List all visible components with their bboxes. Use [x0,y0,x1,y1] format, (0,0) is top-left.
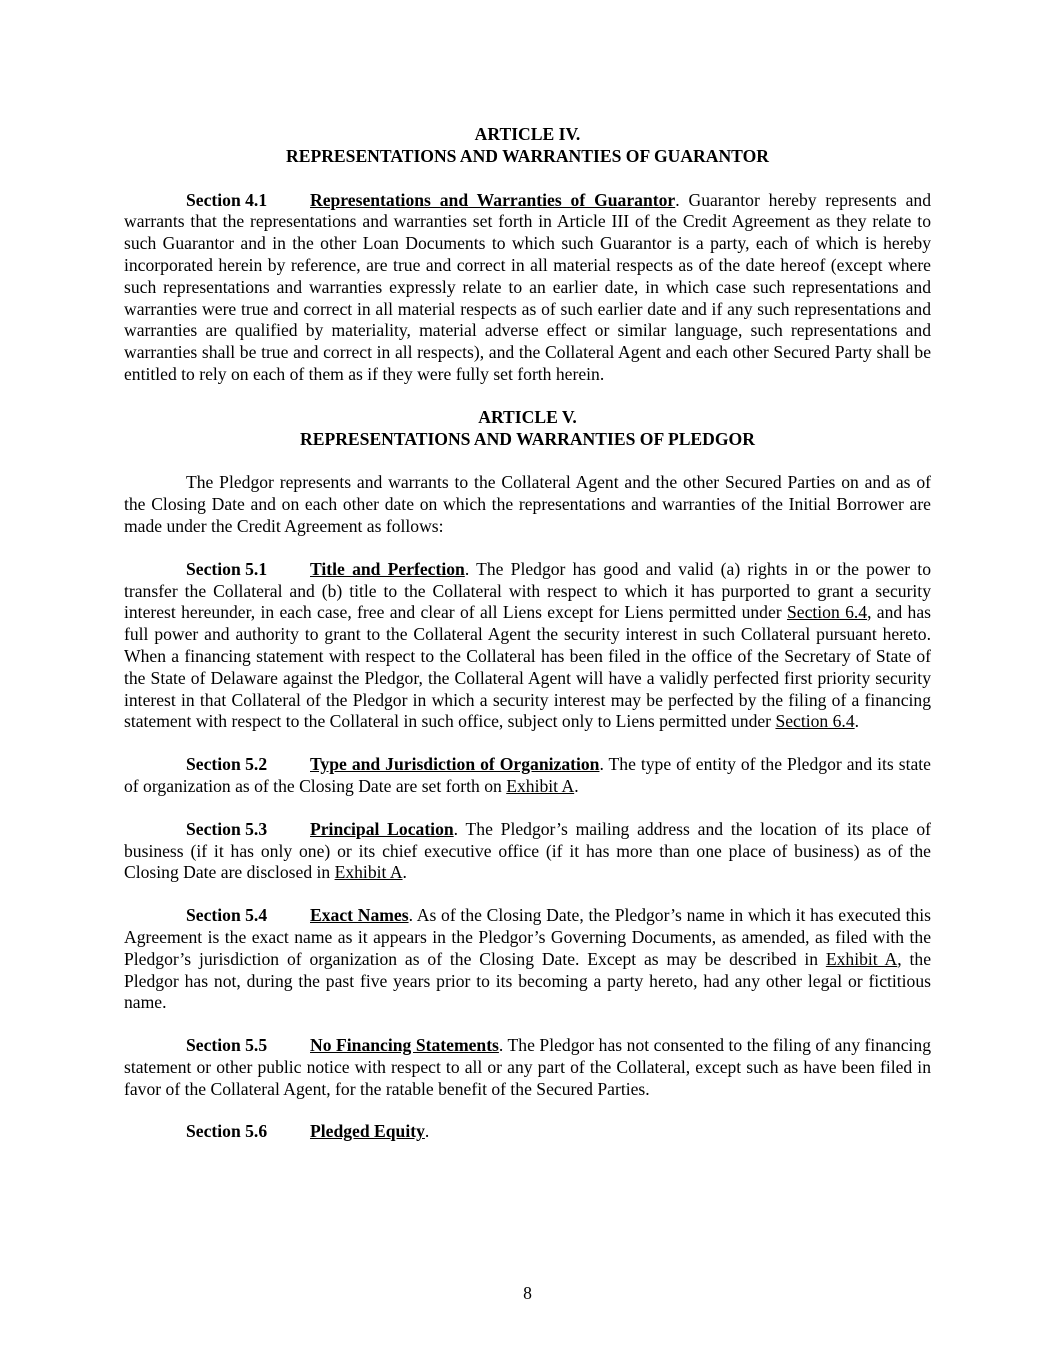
section-5-4-paragraph [124,905,931,1014]
section-5-1-number: Section 5.1 [186,558,268,579]
section-6-4-reference: Section 6.4 [786,602,868,623]
exhibit-a-reference: Exhibit A [506,775,575,796]
section-5-1-body-c: . [854,711,860,732]
section-5-6-number: Section 5.6 [186,1121,268,1142]
article-4-subtitle: REPRESENTATIONS AND WARRANTIES OF GUARANTOR [286,145,769,166]
section-5-5-paragraph [124,1035,931,1100]
section-5-4-title-period: . [408,905,417,926]
section-5-5-title: No Financing Statements [310,1035,499,1056]
section-5-6-paragraph [124,1121,931,1143]
section-5-5-title-period: . [498,1035,508,1056]
section-5-2-number: Section 5.2 [186,754,268,775]
section-5-2-title: Type and Jurisdiction of Organization [310,754,600,775]
section-4-1-title: Representations and Warranties of Guarantor [310,189,676,210]
section-4-1-body: Guarantor hereby represents and warrants that the representations and warranties set forth in Article III of the Credit Agreement as they relate to such Guarantor and in the other Loan Documents to which such Guarantor is a party, each of which is hereby incorporated herein by reference, are true and correct in all material respects as of the date hereof (except where such representations and warranties expressly relate to an earlier date, in which case such representations and warranties were true and correct in all material respects as of such earlier date and if any such representations and warranties are qualified by materiality, material adverse effect or similar language, such representations and warranties shall be true and correct in all respects), and the Collateral Agent and each other Secured Party shall be entitled to rely on each of them as if they were fully set forth herein. [124,189,932,384]
document-page [124,124,931,1163]
section-5-6-title: Pledged Equity [310,1121,425,1142]
section-5-5-body: The Pledgor has not consented to the filing of any financing statement or other public notice with respect to all or any part of the Collateral, except such as have been filed in favor of the Collateral Agent, for the ratable benefit of the Secured Parties. [124,1035,931,1099]
section-5-2-paragraph [124,754,931,798]
section-5-1-paragraph [124,559,931,733]
section-5-4-body-a: As of the Closing Date, the Pledgor’s name in which it has executed this Agreement is the exact name as it appears in the Pledgor’s Governing Documents, as amended, as filed with the Pledgor’s jurisdiction of organization as of the Closing Date. Except as may be described in [124,905,931,969]
section-6-4-reference-2: Section 6.4 [775,711,855,732]
section-5-2-body-b: . [574,775,579,796]
section-5-4-body-b: , the Pledgor has not, during the past five years prior to its becoming a party hereto, had any other legal or fictitious name. [124,948,932,1013]
article-4-title: ARTICLE IV. [474,124,581,144]
section-4-1-paragraph [124,190,931,386]
section-5-6-title-period: . [424,1121,430,1142]
exhibit-a-reference: Exhibit A [825,948,898,969]
article-5-subtitle: REPRESENTATIONS AND WARRANTIES OF PLEDGOR [300,428,755,449]
section-5-3-title: Principal Location [310,818,454,839]
article-5-title: ARTICLE V. [478,406,577,427]
section-5-4-title: Exact Names [310,905,409,926]
section-5-3-body-b: . [402,862,407,883]
section-5-4-number: Section 5.4 [186,905,268,926]
section-5-2-body-a: The type of entity of the Pledgor and its state of organization as of the Closing Date are set forth on [124,754,931,796]
section-5-2-title-period: . [599,754,609,775]
section-5-1-body-b: , and has full power and authority to grant to the Collateral Agent the security interest in such Collateral pursuant hereto. When a financing statement with respect to the Collateral has been filed in the office of the Secretary of State of the State of Delaware against the Pledgor, the Collateral Agent will have a validly perfected first priority security interest in that Collateral of the Pledgor in which a security interest may be perfected by the filing of a financing statement with respect to the Collateral in such office, subject only to Liens permitted under [124,602,931,732]
section-4-1-number: Section 4.1 [186,189,268,210]
section-5-3-number: Section 5.3 [186,818,268,839]
exhibit-a-reference: Exhibit A [334,862,403,883]
section-5-3-paragraph [124,819,931,884]
section-5-1-title: Title and Perfection [310,558,465,579]
page-number: 8 [523,1283,532,1303]
section-4-1-title-period: . [675,189,689,210]
section-5-3-title-period: . [453,818,466,839]
article-5-intro: The Pledgor represents and warrants to the Collateral Agent and the other Secured Parties on and as of the Closing Date and on each other date on which the representations and warranties of the Initial Borrower are made under the Credit Agreement as follows: [124,472,931,536]
section-5-3-body-a: The Pledgor’s mailing address and the location of its place of business (if it has only one) or its chief executive office (if it has more than one place of business) as of the Closing Date are disclosed in [124,818,931,883]
section-5-1-title-period: . [464,558,477,579]
section-5-5-number: Section 5.5 [186,1035,268,1056]
section-5-1-body-a: The Pledgor has good and valid (a) rights in or the power to transfer the Collateral and (b) title to the Collateral with respect to which it has purported to grant a security interest hereunder, in each case, free and clear of all Liens except for Liens permitted under [124,558,931,623]
